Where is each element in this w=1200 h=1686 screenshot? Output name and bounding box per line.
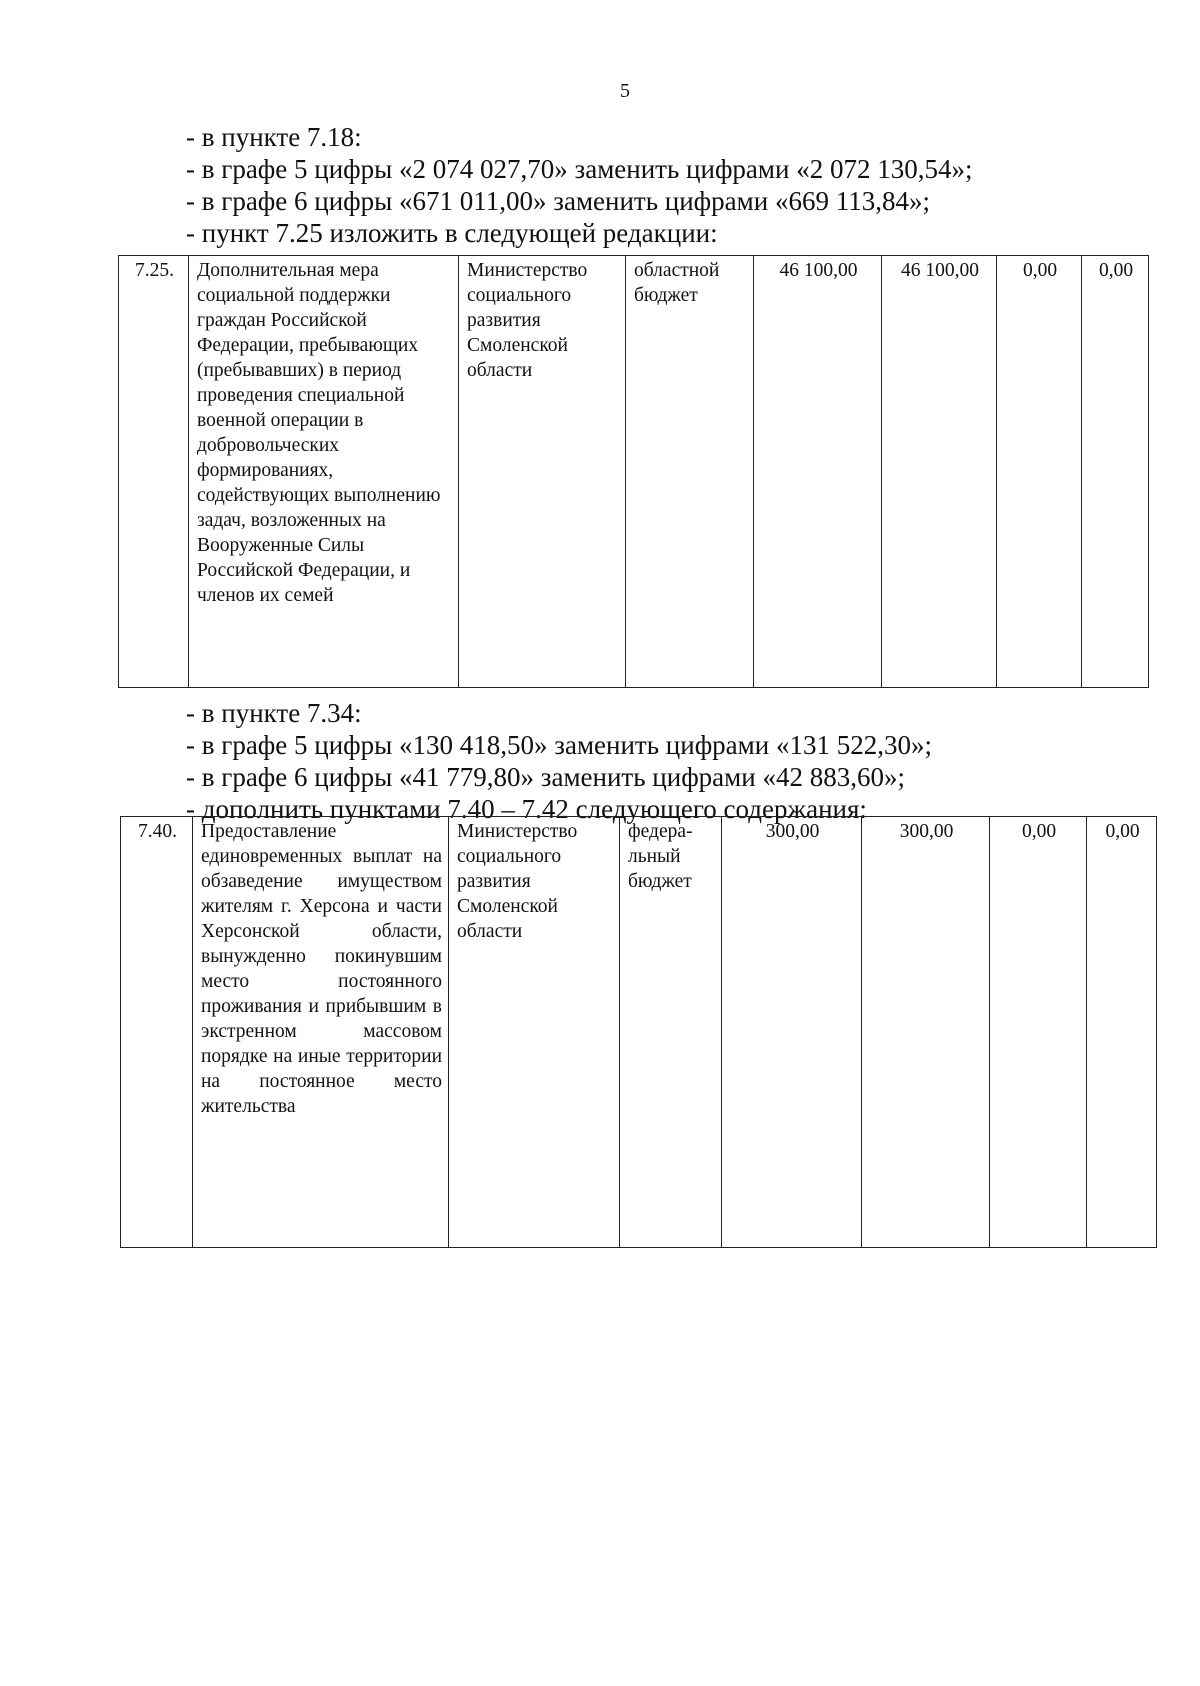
program-table-7-25 bbox=[118, 255, 1149, 688]
year3-amount: 0,00 bbox=[1087, 817, 1157, 1248]
item-number: 7.40. bbox=[121, 817, 193, 1248]
year3-amount: 0,00 bbox=[1082, 256, 1149, 688]
total-amount: 46 100,00 bbox=[754, 256, 882, 688]
funding-source: федера-льный бюджет bbox=[620, 817, 722, 1248]
year2-amount: 0,00 bbox=[997, 256, 1082, 688]
amendment-line: - в графе 5 цифры «2 074 027,70» заменить цифрами «2 072 130,54»; bbox=[186, 154, 973, 184]
measure-name: Дополнительная мера социальной поддержки граждан Российской Федерации, пребывающих (пребывавших) в период проведения специальной военной операции в добровольческих формированиях, содействующих выполнению задач, возложенных на Вооруженные Силы Российской Федерации, и членов их семей bbox=[189, 256, 459, 688]
year1-amount: 300,00 bbox=[862, 817, 990, 1248]
page-number: 5 bbox=[620, 80, 630, 102]
amendment-line: - в пункте 7.18: bbox=[186, 122, 362, 152]
table-row bbox=[121, 817, 1157, 1248]
executor: Министерство социального развития Смоленской области bbox=[449, 817, 620, 1248]
measure-name: Предоставление единовременных выплат на обзаведение имуществом жителям г. Херсона и части Херсонской области, вынужденно покинувшим место постоянного проживания и прибывшим в экстренном массовом порядке на иные территории на постоянное место жительства bbox=[193, 817, 449, 1248]
amendment-line: - дополнить пунктами 7.40 – 7.42 следующего содержания: bbox=[186, 794, 867, 824]
program-table-7-40 bbox=[120, 816, 1157, 1248]
funding-source: областной бюджет bbox=[626, 256, 754, 688]
table-row bbox=[119, 256, 1149, 688]
amendment-line: - в пункте 7.34: bbox=[186, 698, 362, 728]
amendment-line: - в графе 5 цифры «130 418,50» заменить цифрами «131 522,30»; bbox=[186, 730, 932, 760]
item-number: 7.25. bbox=[119, 256, 189, 688]
total-amount: 300,00 bbox=[722, 817, 862, 1248]
amendment-line: - в графе 6 цифры «671 011,00» заменить цифрами «669 113,84»; bbox=[186, 186, 930, 216]
amendment-line: - в графе 6 цифры «41 779,80» заменить цифрами «42 883,60»; bbox=[186, 762, 905, 792]
executor: Министерство социального развития Смоленской области bbox=[459, 256, 626, 688]
amendment-line: - пункт 7.25 изложить в следующей редакции: bbox=[186, 218, 718, 248]
year2-amount: 0,00 bbox=[990, 817, 1087, 1248]
year1-amount: 46 100,00 bbox=[882, 256, 997, 688]
